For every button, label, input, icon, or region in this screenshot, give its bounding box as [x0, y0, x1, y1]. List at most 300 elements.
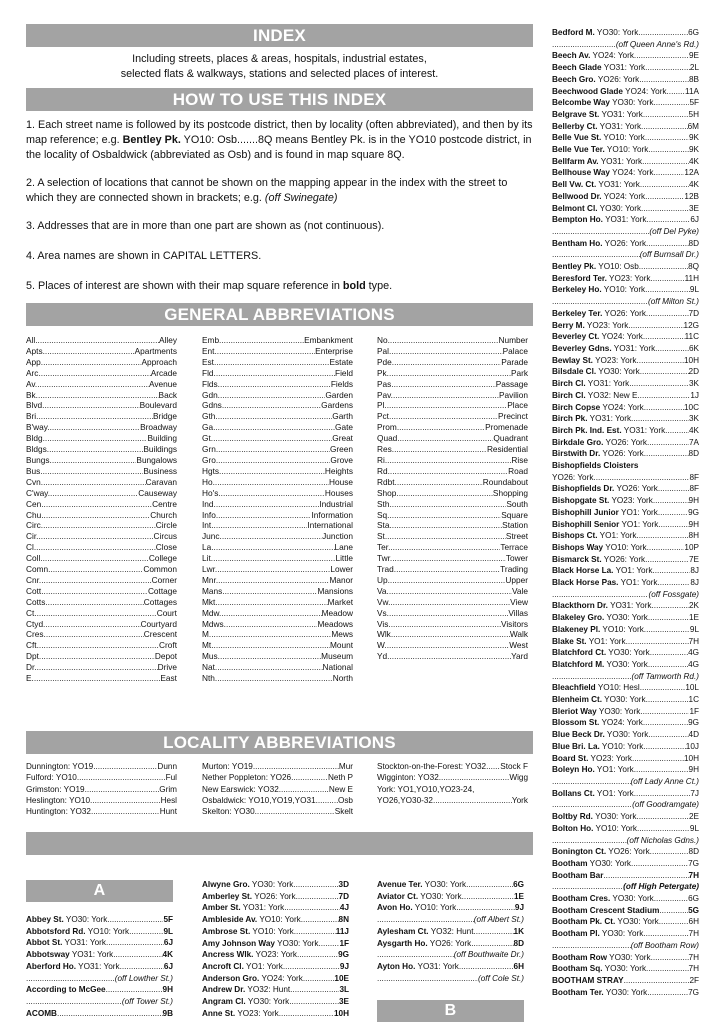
abbreviation-row	[202, 411, 353, 422]
abbreviation-label: Dpt.	[26, 651, 42, 662]
index-entry-name: Belle Vue St.	[552, 133, 602, 143]
index-entry-district: YO30: York	[596, 367, 640, 377]
dot-leader	[648, 729, 688, 741]
index-entry-district: YO31: York	[240, 903, 285, 913]
dot-leader	[626, 636, 689, 648]
abbreviation-row	[202, 335, 353, 346]
abbreviation-row	[202, 499, 353, 510]
index-entry	[552, 600, 699, 612]
abbreviation-label: Info.	[202, 509, 219, 520]
index-entry	[552, 402, 699, 414]
dot-leader	[91, 806, 160, 817]
dot-leader	[279, 784, 329, 795]
index-entry-district: YO10: York	[85, 926, 130, 936]
abbreviation-value: College	[148, 553, 177, 564]
index-entry	[202, 984, 349, 996]
index-entry-district: YO1: York	[594, 788, 634, 798]
abbreviation-row	[26, 379, 177, 390]
index-entry-name: Andrew Dr.	[202, 985, 246, 995]
abbreviation-value: Mews	[331, 629, 353, 640]
index-entry-name: Boleyn Ho.	[552, 765, 595, 775]
index-entry-note-text: (off Lowther St.)	[114, 973, 173, 983]
dot-leader	[221, 608, 321, 619]
abbreviation-value: Alley	[159, 335, 177, 345]
abbreviation-row	[26, 510, 177, 521]
index-entry	[377, 938, 524, 950]
abbreviation-label: Pde.	[377, 356, 395, 367]
abbreviation-label: Sta.	[377, 520, 392, 531]
abbreviation-value: West	[509, 640, 528, 651]
index-entry-name: Ambleside Av.	[202, 915, 258, 925]
dot-leader	[43, 357, 141, 368]
dot-leader	[603, 870, 688, 882]
abbreviation-label: Wlk.	[377, 629, 394, 640]
index-entry-ref: 2K	[688, 601, 699, 611]
dot-leader	[643, 928, 688, 940]
index-entry-ref: 6J	[163, 938, 173, 948]
dot-leader	[85, 784, 160, 795]
index-entry	[552, 355, 699, 367]
index-entry-district: YO26: York	[595, 74, 640, 84]
index-entry-ref: 9L	[689, 823, 699, 833]
index-entry	[552, 507, 699, 519]
dot-leader	[639, 261, 688, 273]
dot-leader	[655, 343, 689, 355]
index-entry-district: YO32: Hunt	[245, 985, 291, 995]
index-entry	[552, 144, 699, 156]
dot-leader	[289, 996, 339, 1008]
abbreviation-row	[202, 357, 353, 368]
abbreviation-label: Arc.	[26, 367, 41, 378]
index-entry-district: YO10: York	[604, 145, 649, 155]
index-entry-district: YO1: York	[613, 566, 653, 576]
abbreviation-value: Roundabout	[482, 476, 528, 487]
abbreviation-value: Fields	[330, 378, 353, 389]
index-entry-district: YO23: York	[592, 355, 637, 365]
locality-value: Dunn	[157, 762, 177, 771]
index-entry-ref: 6H	[513, 961, 524, 971]
locality-label: Stockton-on-the-Forest: YO32	[377, 762, 487, 771]
dot-leader	[394, 379, 496, 390]
abbreviation-label: Gro.	[202, 454, 219, 465]
abbreviation-value: Promenade	[485, 422, 528, 433]
index-entry-ref: 7A	[688, 437, 699, 447]
index-entry-ref: 7G	[688, 858, 699, 868]
dot-leader	[399, 422, 485, 433]
dot-leader	[397, 477, 483, 488]
index-entry-ref: 6G	[513, 880, 524, 889]
abbreviation-row	[377, 400, 528, 411]
abbreviation-row	[377, 455, 528, 466]
index-entry-ref: 2E	[688, 812, 699, 822]
index-entry-district: YO1: York	[619, 519, 659, 529]
abbreviation-value: Causeway	[138, 487, 177, 498]
abbreviation-row	[26, 586, 177, 597]
abbreviation-row	[26, 335, 177, 346]
dot-leader	[38, 411, 153, 422]
abbreviation-value: Tower	[505, 553, 528, 564]
dot-leader	[225, 586, 318, 597]
abbreviation-label: Fld.	[202, 367, 216, 378]
locality-label: Nether Poppleton: YO26	[202, 773, 292, 783]
index-entry-note-text: (off Goodramgate)	[632, 800, 699, 810]
locality-value: Hesl	[160, 795, 177, 805]
index-entry-name: Alwyne Gro.	[202, 880, 250, 889]
abbreviation-value: Croft	[159, 640, 177, 651]
locality-value: Hunt	[159, 807, 177, 817]
index-entry	[202, 973, 349, 985]
dot-leader	[279, 1008, 334, 1020]
locality-value: Grim	[159, 784, 177, 794]
index-entry-ref: 2L	[689, 63, 699, 73]
dot-leader	[37, 662, 158, 673]
abbreviation-label: App.	[26, 356, 44, 367]
dot-leader	[634, 764, 689, 776]
index-entry	[552, 203, 699, 215]
index-entry-ref: 7H	[688, 964, 699, 974]
abbreviation-row	[26, 477, 177, 488]
index-entry-name: Anderson Gro.	[202, 973, 260, 983]
dot-leader	[459, 961, 514, 973]
dot-leader	[645, 62, 690, 74]
dot-leader	[41, 368, 151, 379]
index-entry-district: YO31: York	[611, 343, 656, 353]
howto-item-5-text: 5. Places of interest are shown with their map square reference in	[26, 280, 343, 292]
index-column-a-2	[202, 879, 349, 1019]
dot-leader	[640, 706, 689, 718]
index-entry-name: Birch Cl.	[552, 390, 586, 400]
index-entry-ref: 12B	[684, 191, 699, 201]
abbreviation-value: Enterprise	[315, 345, 353, 356]
index-entry-note-text: (off Burnsall Dr.)	[639, 250, 699, 260]
index-entry-ref: 10H	[683, 753, 699, 763]
index-entry-district: YO30: York	[604, 659, 648, 669]
index-entry-district: YO26: York	[427, 938, 472, 948]
dot-leader	[93, 761, 157, 772]
dot-leader	[216, 368, 335, 379]
dot-leader	[552, 589, 648, 601]
locality-label: Osbaldwick: YO10,YO19,YO31	[202, 795, 316, 805]
index-entry-name: Bootham Bar	[552, 870, 604, 880]
index-entry-district: YO24: York	[601, 191, 646, 201]
dot-leader	[634, 50, 689, 62]
index-entry-ref: 8B	[688, 74, 699, 84]
index-entry	[552, 952, 699, 964]
index-entry-ref: 8F	[689, 484, 699, 494]
index-entry	[552, 788, 699, 800]
section-divider-bar	[26, 832, 533, 855]
abbreviation-row	[377, 390, 528, 401]
index-entry	[202, 902, 349, 914]
index-entry-district: YO10: York	[593, 823, 637, 833]
dot-leader	[646, 963, 688, 975]
index-entry-ref: 2F	[689, 975, 699, 985]
dot-leader	[387, 640, 510, 651]
index-entry-district: YO10: York	[600, 624, 644, 634]
abbreviation-label: Emb.	[202, 335, 222, 345]
dot-leader	[640, 179, 689, 191]
abbreviation-label: Mdw.	[202, 607, 222, 618]
abbreviation-label: Prom.	[377, 422, 400, 433]
abbreviation-label: Ho's.	[202, 487, 221, 498]
index-entry-name: Birch Copse	[552, 402, 601, 412]
index-entry	[26, 984, 173, 996]
index-entry-note-text: (off Milton St.)	[648, 297, 699, 307]
index-entry-name: Black Horse La.	[552, 566, 614, 576]
index-entry-name: Blackthorn Dr.	[552, 601, 608, 611]
abbreviation-value: Circus	[153, 531, 177, 542]
abbreviation-label: Shop.	[377, 487, 399, 498]
index-entry-ref: 6J	[690, 215, 699, 225]
abbreviation-value: Apartments	[134, 345, 177, 356]
dot-leader	[650, 647, 688, 659]
abbreviation-value: Terrace	[500, 542, 528, 553]
abbreviation-row	[377, 597, 528, 608]
index-entry-district: YO30: York	[604, 730, 649, 740]
index-entry-note	[377, 914, 524, 926]
index-entry	[552, 62, 699, 74]
index-entry-note	[552, 835, 699, 847]
dot-leader	[316, 795, 338, 806]
howto-item-2-example: (off Swinegate)	[264, 192, 338, 204]
index-entry-ref: 9H	[162, 985, 173, 995]
abbreviation-row	[377, 520, 528, 531]
index-entry-ref: 8J	[690, 578, 699, 588]
index-entry-district: YO24: York	[590, 51, 634, 61]
index-entry-ref: 10P	[684, 542, 699, 552]
dot-leader	[57, 1008, 163, 1020]
abbreviation-label: Mdws.	[202, 618, 226, 629]
index-entry	[202, 879, 349, 891]
index-entry-ref: 9H	[688, 519, 699, 529]
abbreviation-row	[377, 586, 528, 597]
dot-leader	[647, 214, 691, 226]
index-entry	[26, 926, 173, 938]
abbreviation-row	[26, 629, 177, 640]
index-entry-district: YO31: York	[601, 63, 646, 73]
index-entry-ref: 6M	[687, 121, 699, 131]
abbreviation-value: Lane	[334, 542, 353, 553]
index-entry-name: BOOTHAM STRAY	[552, 975, 624, 985]
abbreviation-value: Houses	[324, 487, 353, 498]
index-entry-name: Belle Vue Ter.	[552, 145, 605, 155]
abbreviation-value: East	[160, 673, 177, 684]
dot-leader	[37, 608, 157, 619]
abbreviation-label: Pal.	[377, 345, 392, 356]
index-entry-district: YO23: York	[584, 320, 629, 330]
index-entry-district: YO23: York	[609, 496, 653, 506]
index-entry-ref: 6K	[688, 343, 699, 353]
general-abbrev-col-1	[26, 335, 177, 684]
dot-leader	[218, 455, 330, 466]
index-entry	[552, 636, 699, 648]
abbreviation-value: Industrial	[319, 498, 353, 509]
dot-leader	[646, 238, 688, 250]
index-entry-name: Bootham Pk. Ct.	[552, 917, 616, 927]
dot-leader	[644, 624, 690, 636]
locality-label: New Earswick: YO32	[202, 784, 279, 794]
abbreviation-value: Caravan	[145, 476, 177, 487]
abbreviation-row	[202, 608, 353, 619]
dot-leader	[439, 772, 510, 783]
dot-leader	[645, 554, 689, 566]
dot-leader	[631, 413, 689, 425]
locality-row	[26, 784, 177, 795]
dot-leader	[41, 575, 151, 586]
abbreviation-label: Hgts.	[202, 465, 222, 476]
dot-leader	[45, 433, 148, 444]
abbreviation-row	[26, 433, 177, 444]
index-entry-ref: 8D	[688, 238, 699, 248]
dot-leader	[552, 776, 631, 788]
abbreviation-row	[26, 488, 177, 499]
abbreviation-value: Common	[143, 564, 177, 575]
index-entry-name: Abbotsway	[26, 950, 70, 960]
index-entry-name: Blue Beck Dr.	[552, 730, 605, 740]
dot-leader	[389, 510, 501, 521]
dot-leader	[647, 987, 688, 999]
dot-leader	[643, 109, 689, 121]
howto-item-2-text: 2. A selection of locations that cannot be shown on the mapping appear in the index with the street to which they are connected shown in brackets; e.g.	[26, 177, 508, 204]
index-column-right	[552, 27, 699, 998]
dot-leader	[390, 542, 500, 553]
index-entry-name: Blatchford M.	[552, 659, 605, 669]
abbreviation-value: Meadow	[321, 607, 353, 618]
dot-leader	[646, 308, 689, 320]
index-entry-ref: 9B	[162, 1008, 173, 1018]
dot-leader	[629, 378, 689, 390]
abbreviation-row	[202, 390, 353, 401]
index-entry-name: Beechwood Glade	[552, 86, 623, 96]
dot-leader	[218, 575, 329, 586]
dot-leader	[41, 651, 155, 662]
index-entry	[552, 870, 699, 882]
index-entry-district: YO31: York	[62, 938, 106, 948]
index-entry	[26, 937, 173, 949]
index-entry	[552, 86, 699, 98]
index-entry	[552, 928, 699, 940]
index-entry-ref: 10J	[685, 741, 699, 751]
abbreviation-row	[202, 477, 353, 488]
dot-leader	[43, 553, 149, 564]
index-entry-name: Bishops Ct.	[552, 531, 598, 541]
index-entry-district: YO30: York	[594, 28, 639, 37]
abbreviation-row	[202, 520, 353, 531]
dot-leader	[387, 455, 511, 466]
index-entry-district: YO31: York	[599, 109, 643, 119]
index-entry-name: Angram Cl.	[202, 997, 246, 1007]
abbreviation-value: Grove	[330, 454, 353, 465]
letter-b-heading: B	[377, 1000, 524, 1022]
index-entry-name: Abbey St.	[26, 915, 64, 924]
abbreviation-value: Visitors	[500, 618, 528, 629]
dot-leader	[290, 984, 339, 996]
index-entry-name: Bismarck St.	[552, 554, 602, 564]
abbreviation-label: Cir.	[26, 531, 39, 542]
index-entry-name: Blakeley Gro.	[552, 613, 605, 623]
abbreviation-row	[26, 531, 177, 542]
abbreviation-label: Cott.	[26, 585, 44, 596]
dot-leader	[392, 520, 502, 531]
abbreviation-value: Drive	[157, 662, 177, 673]
index-entry-note	[26, 973, 173, 985]
dot-leader	[106, 937, 164, 949]
dot-leader	[641, 203, 689, 215]
general-abbrev-col-3	[377, 335, 528, 662]
index-entry-district: YO10: York	[257, 915, 301, 925]
index-entry	[552, 577, 699, 589]
howto-item-1-text: 1. Each street name is followed by its postcode district, then by locality (often abbreviated), and then by its map reference; e.g.	[26, 119, 533, 146]
index-entry-name: Beresford Ter.	[552, 273, 607, 283]
dot-leader	[456, 902, 515, 914]
abbreviation-label: Nth.	[202, 673, 218, 684]
index-entry-name: Aylesham Ct.	[377, 926, 429, 936]
index-entry-name: Bishophill Senior	[552, 519, 620, 529]
index-entry-name: Bleachfield	[552, 683, 596, 693]
abbreviation-label: Comn.	[26, 564, 51, 575]
index-entry	[552, 238, 699, 250]
index-entry-ref: 8F	[689, 472, 699, 482]
abbreviation-value: Garden	[325, 389, 353, 400]
dot-leader	[39, 640, 159, 651]
dot-leader	[253, 761, 339, 772]
locality-label: Heslington: YO10	[26, 795, 91, 805]
dot-leader	[113, 949, 162, 961]
abbreviation-row	[377, 433, 528, 444]
dot-leader	[214, 542, 335, 553]
abbreviation-label: Ri.	[377, 454, 388, 465]
howto-item-5	[26, 279, 536, 294]
abbreviation-value: Park	[510, 367, 528, 378]
index-entry-ref: 12A	[684, 168, 699, 178]
dot-leader	[648, 144, 689, 156]
index-entry-name: Bootham Sq.	[552, 964, 603, 974]
index-entry-ref: 3L	[339, 985, 349, 995]
index-entry-ref: 4G	[688, 648, 699, 658]
abbreviation-value: Little	[335, 553, 353, 564]
abbreviation-label: Vis.	[377, 618, 391, 629]
index-entry-name: Berkeley Ter.	[552, 308, 603, 318]
dot-leader	[390, 466, 508, 477]
dot-leader	[392, 553, 506, 564]
abbreviation-value: Approach	[141, 356, 177, 367]
dot-leader	[216, 357, 329, 368]
locality-row	[377, 795, 528, 806]
index-entry-district: YO24: York	[599, 332, 643, 342]
index-entry-name: Amy Johnson Way	[202, 938, 275, 948]
abbreviation-row	[202, 542, 353, 553]
abbreviation-row	[377, 575, 528, 586]
index-entry-note	[552, 39, 699, 51]
index-entry-note	[552, 296, 699, 308]
dot-leader	[667, 86, 686, 98]
index-entry	[552, 729, 699, 741]
abbreviation-row	[26, 466, 177, 477]
index-entry-ref: 1E	[513, 891, 524, 901]
dot-leader	[293, 879, 338, 891]
dot-leader	[644, 402, 684, 414]
index-entry-ref: 8Q	[688, 262, 699, 272]
index-entry-name: Birkdale Gro.	[552, 437, 604, 447]
abbreviation-value: Walk	[509, 629, 528, 640]
index-entry-district: YO30: York	[592, 812, 637, 822]
index-entry-ref: 4G	[688, 659, 699, 669]
intro-line-2: selected flats & walkways, stations and selected places of interest.	[120, 68, 439, 80]
locality-value: Neth P	[327, 773, 353, 783]
abbreviation-value: Station	[502, 520, 528, 531]
index-entry	[552, 97, 699, 109]
index-entry-district: YO26: York	[602, 308, 646, 318]
